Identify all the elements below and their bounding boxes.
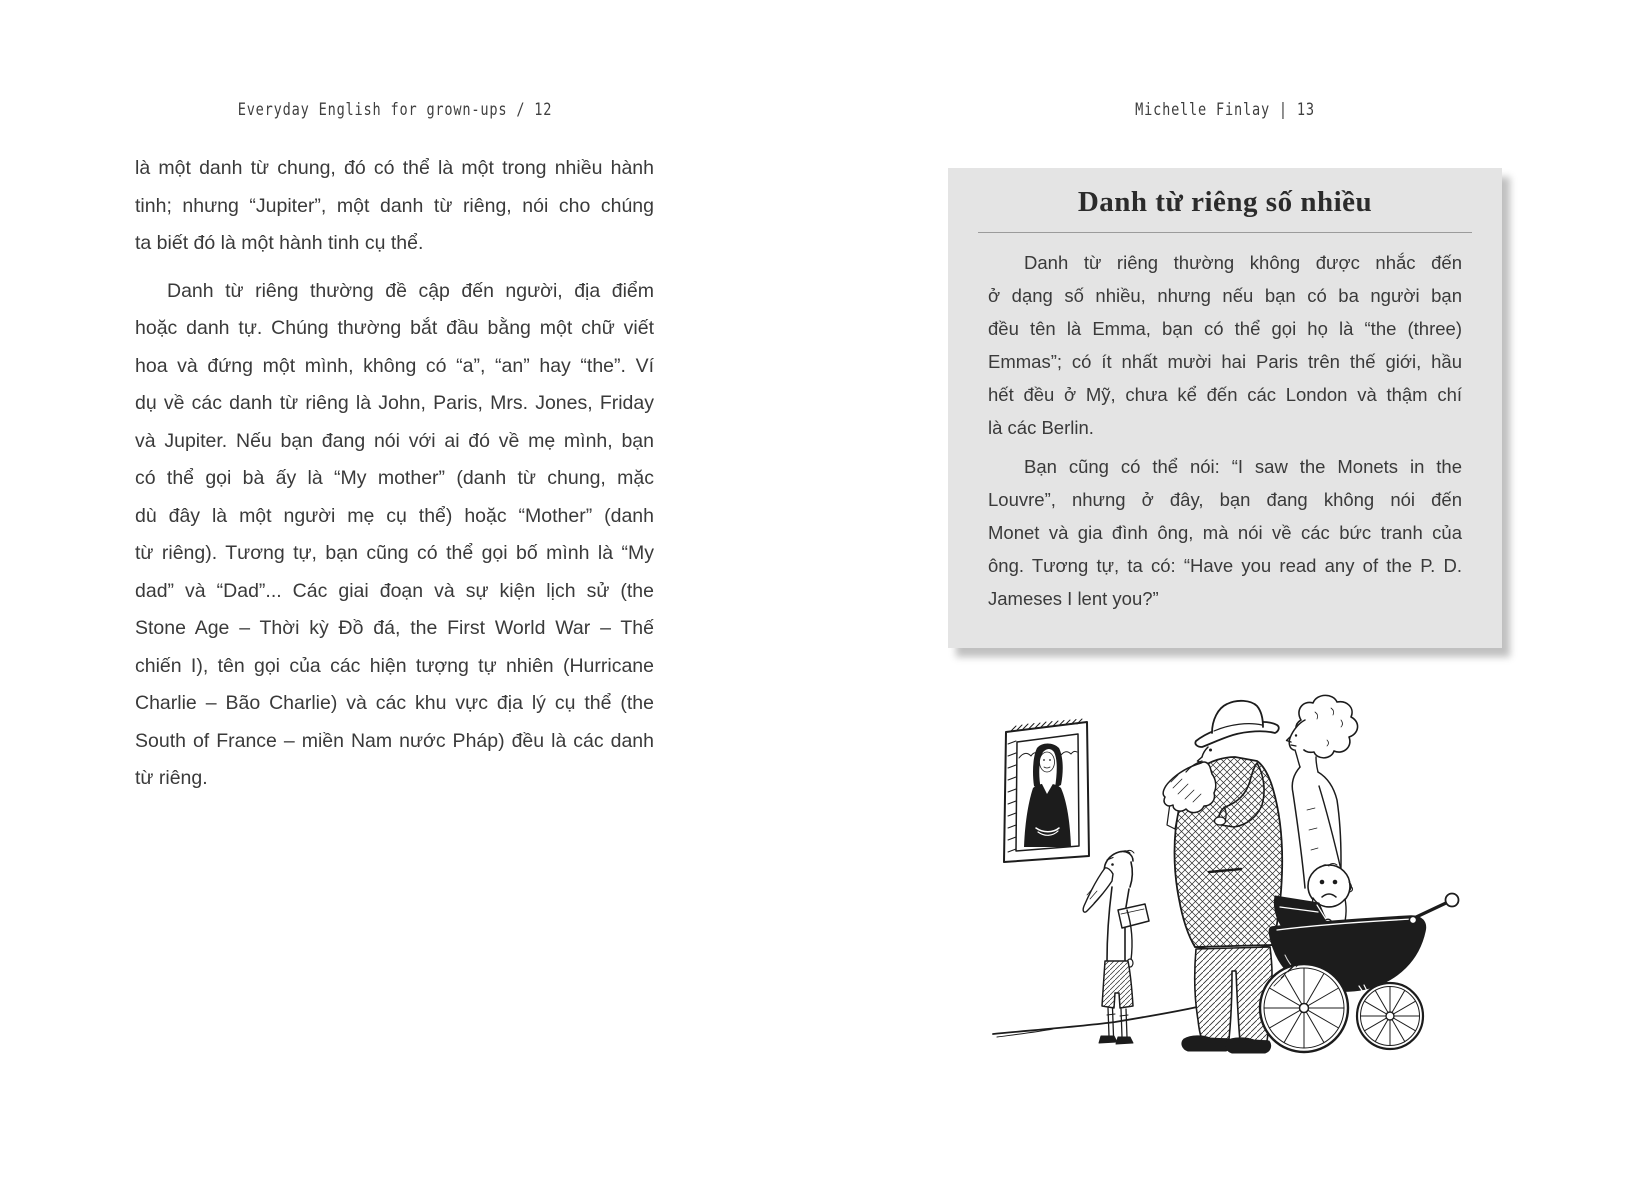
text-line: Emmas”; có ít nhất mười hai Paris trên thế giới, hầu (988, 351, 1462, 372)
boy-figure (1083, 850, 1149, 1044)
text-line: là các Berlin. (988, 417, 1094, 438)
paragraph (135, 150, 654, 263)
text-line: và Jupiter. Nếu bạn đang nói với ai đó về mẹ mình, bạn (135, 429, 654, 452)
pram-handle (1412, 903, 1446, 919)
left-page-body (135, 150, 654, 808)
text-line: ta biết đó là một hành tinh cụ thể. (135, 232, 424, 254)
text-line: từ riêng. (135, 767, 208, 789)
text-line: dù đây là một người mẹ cụ thể) hoặc “Mother” (danh (135, 504, 654, 527)
paragraph (988, 450, 1462, 615)
text-line: Danh từ riêng thường đề cập đến người, địa điểm (167, 279, 654, 302)
info-box (948, 168, 1502, 648)
text-line: là một danh từ chung, đó có thể là một trong nhiều hành (135, 157, 654, 179)
pram (1260, 864, 1459, 1053)
text-line: hoa và đứng một mình, không có “a”, “an” hay “the”. Ví (135, 354, 654, 377)
text-line: ông. Tương tự, ta có: “Have you read any of the P. D. (988, 555, 1462, 576)
text-line: chiến I), tên gọi của các hiện tượng tự nhiên (Hurricane (135, 654, 654, 677)
text-line: tinh; nhưng “Jupiter”, một danh từ riêng, nói cho chúng (135, 194, 654, 217)
text-line: Stone Age – Thời kỳ Đồ đá, the First World War – Thế (135, 617, 654, 639)
pram-wheel-small (1357, 983, 1423, 1049)
text-line: có thể gọi bà ấy là “My mother” (danh từ chung, mặc (135, 467, 654, 489)
text-line: South of France – miền Nam nước Pháp) đều là các danh (135, 729, 654, 752)
paragraph (135, 273, 654, 798)
text-line: hết đều ở Mỹ, chưa kể đến các London và thậm chí (988, 384, 1462, 405)
text-line: dụ về các danh từ riêng là John, Paris, Mrs. Jones, Friday (135, 392, 654, 414)
text-line: Louvre”, nhưng ở đây, bạn đang không nói đến (988, 489, 1462, 510)
text-line: Jameses I lent you?” (988, 588, 1159, 609)
text-line: đều tên là Emma, bạn có thể gọi họ là “the (three) (988, 318, 1462, 339)
text-line: từ riêng). Tương tự, bạn cũng có thể gọi bố mình là “My (135, 542, 654, 564)
paragraph (988, 246, 1462, 444)
museum-cartoon-illustration (975, 660, 1475, 1065)
text-line: Danh từ riêng thường không được nhắc đến (1024, 252, 1462, 273)
ground-line (993, 1007, 1197, 1037)
left-page-header: Everyday English for grown-ups / 12 (237, 100, 553, 120)
text-line: Monet và gia đình ông, mà nói về các bức tranh của (988, 522, 1462, 543)
info-box-body (988, 246, 1462, 615)
text-line: dad” và “Dad”... Các giai đoạn và sự kiện lịch sử (the (135, 579, 654, 602)
info-box-title: Danh từ riêng số nhiều (1077, 186, 1373, 218)
text-line: Charlie – Bão Charlie) và các khu vực địa lý cụ thể (the (135, 692, 654, 714)
title-rule (978, 232, 1472, 233)
text-line: ở dạng số nhiều, nhưng nếu bạn có ba người bạn (988, 285, 1462, 306)
woman-figure (1287, 695, 1358, 892)
text-line: hoặc danh tự. Chúng thường bắt đầu bằng một chữ viết (135, 317, 654, 339)
right-page-header: Michelle Finlay | 13 (1135, 100, 1315, 120)
text-line: Bạn cũng có thể nói: “I saw the Monets in the (1024, 456, 1462, 477)
mona-lisa-painting (1004, 719, 1089, 862)
